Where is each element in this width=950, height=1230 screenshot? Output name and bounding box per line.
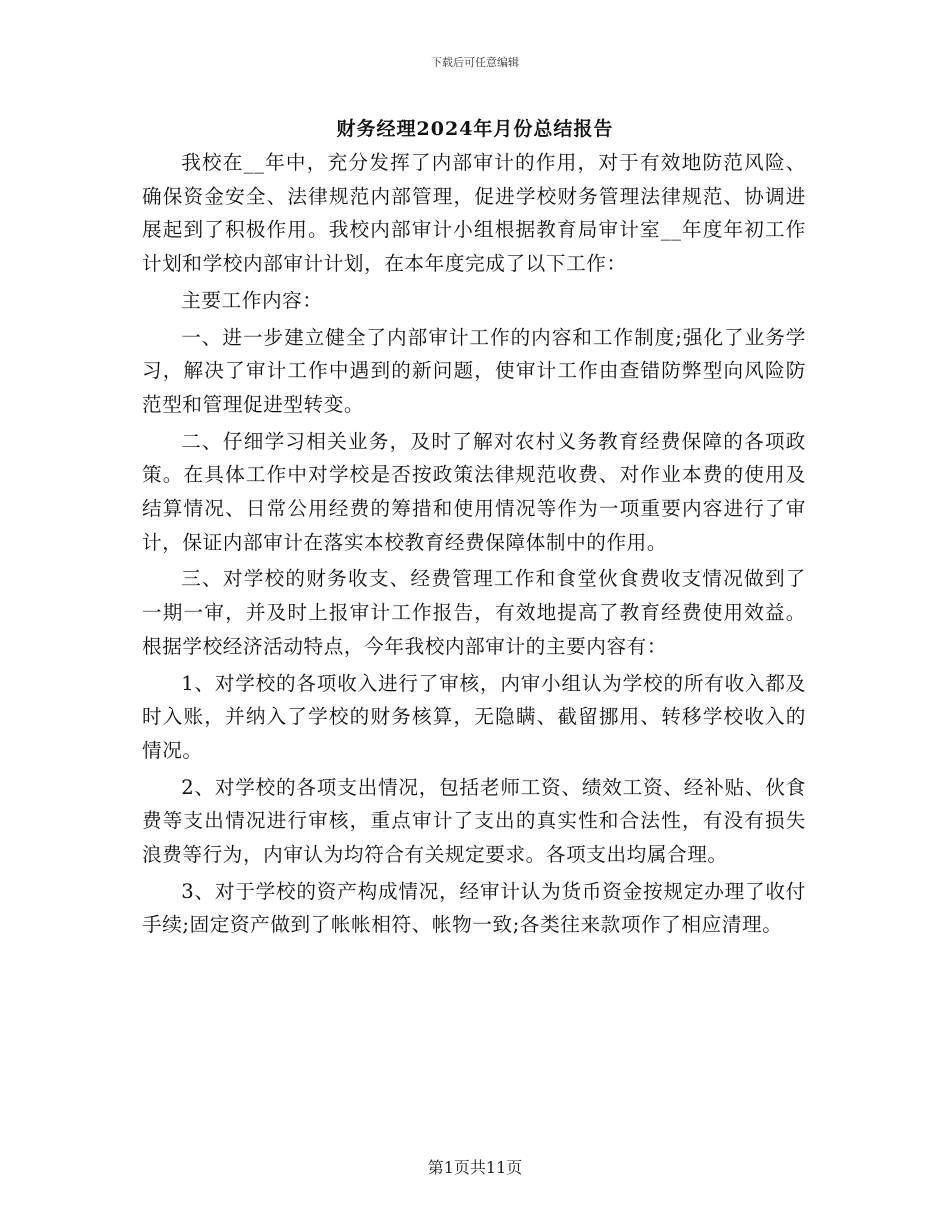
document-title: 财务经理2024年月份总结报告 xyxy=(336,118,614,140)
paragraph-sub-item-2: 2、对学校的各项支出情况，包括老师工资、绩效工资、经补贴、伙食费等支出情况进行审核，重点审计了支出的真实性和合法性，有没有损失浪费等行为，内审认为均符合有关规定要求。各项支出均属合理。 xyxy=(142,775,806,867)
paragraph-item-two: 二、仔细学习相关业务，及时了解对农村义务教育经费保障的各项政策。在具体工作中对学校是否按政策法律规范收费、对作业本费的使用及结算情况、日常公用经费的筹措和使用情况等作为一项重要内容进行了审计，保证内部审计在落实本校教育经费保障体制中的作用。 xyxy=(142,429,806,554)
page-footer: 第1页共11页 xyxy=(427,1158,523,1177)
paragraph-sub-item-1: 1、对学校的各项收入进行了审核，内审小组认为学校的所有收入都及时入账，并纳入了学校的财务核算，无隐瞒、截留挪用、转移学校收入的情况。 xyxy=(142,671,806,762)
document-body xyxy=(142,146,806,945)
paragraph-item-one: 一、进一步建立健全了内部审计工作的内容和工作制度;强化了业务学习，解决了审计工作中遇到的新问题，使审计工作由查错防弊型向风险防范型和管理促进型转变。 xyxy=(142,325,806,416)
header-note: 下载后可任意编辑 xyxy=(431,56,519,69)
paragraph-main-work-heading: 主要工作内容： xyxy=(181,288,323,312)
paragraph-item-three: 三、对学校的财务收支、经费管理工作和食堂伙食费收支情况做到了一期一审，并及时上报审计工作报告，有效地提高了教育经费使用效益。根据学校经济活动特点，今年我校内部审计的主要内容有： xyxy=(142,567,806,658)
paragraph-intro: 我校在__年中，充分发挥了内部审计的作用，对于有效地防范风险、确保资金安全、法律规范内部管理，促进学校财务管理法律规范、协调进展起到了积极作用。我校内部审计小组根据教育局审计室__年度年初工作计划和学校内部审计计划，在本年度完成了以下工作： xyxy=(142,151,806,276)
paragraph-sub-item-3: 3、对于学校的资产构成情况，经审计认为货币资金按规定办理了收付手续;固定资产做到了帐帐相符、帐物一致;各类往来款项作了相应清理。 xyxy=(142,879,806,937)
